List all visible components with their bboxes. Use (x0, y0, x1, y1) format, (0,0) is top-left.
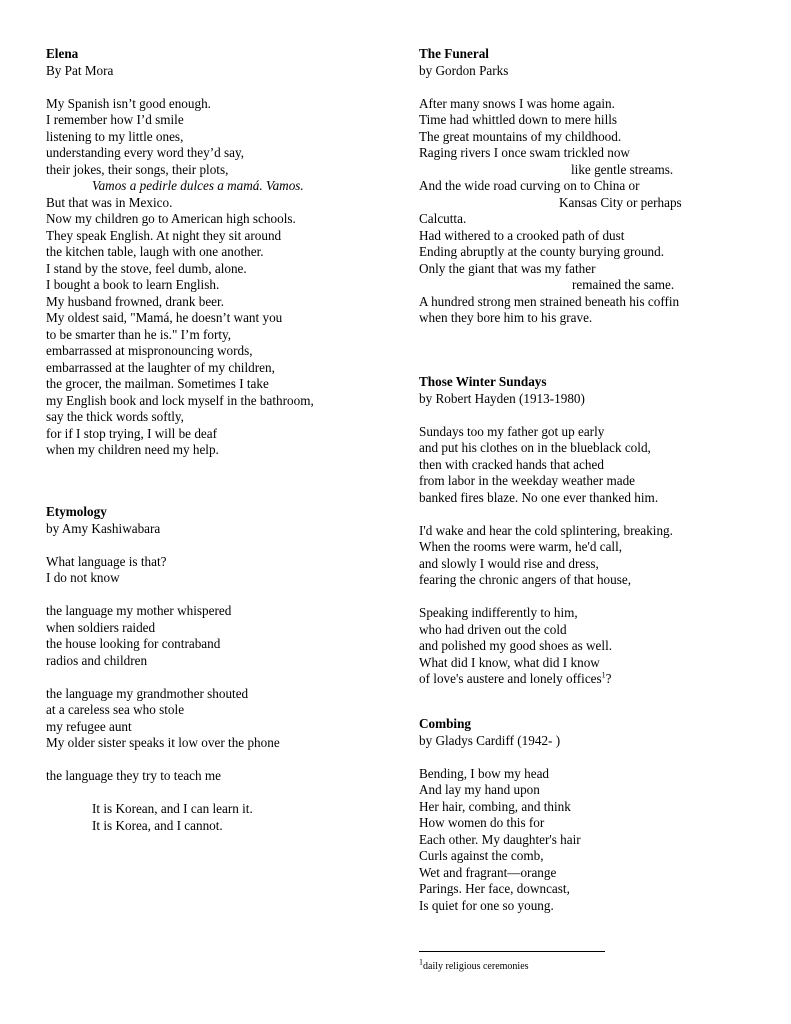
poem-line: the language my mother whispered (46, 603, 232, 618)
poem-line: the house looking for contraband (46, 636, 221, 651)
poem-line-text: of love's austere and lonely offices (419, 671, 602, 686)
poem-line: to be smarter than he is." I’m forty, (46, 326, 232, 342)
poem-title: Combing (419, 716, 472, 731)
poem-line-end: ? (605, 671, 612, 686)
poem-line: And the wide road curving on to China or (419, 178, 640, 193)
poem-line: Is quiet for one so young. (419, 897, 554, 913)
poem-line: Time had whittled down to mere hills (419, 112, 618, 127)
poem-line: Calcutta. (419, 211, 467, 226)
poem-line: who had driven out the cold (419, 621, 567, 637)
poem-elena (46, 46, 314, 459)
poem-line: It is Korea, and I cannot. (92, 817, 223, 833)
poem-line: When the rooms were warm, he'd call, (419, 539, 623, 554)
poem-line: understanding every word they’d say, (46, 145, 244, 160)
poem-funeral (419, 46, 682, 327)
poem-line: Wet and fragrant—orange (419, 864, 557, 880)
poem-line: Speaking indifferently to him, (419, 605, 578, 620)
poem-line: What did I know, what did I know (419, 654, 600, 670)
poem-line: I remember how I’d smile (46, 112, 184, 127)
poem-line: They speak English. At night they sit around (46, 227, 282, 243)
poem-author: By Pat Mora (46, 62, 114, 78)
poem-line: and slowly I would rise and dress, (419, 555, 599, 571)
poem-line: my English book and lock myself in the bathroom, (46, 392, 314, 408)
poem-line: remained the same. (572, 277, 675, 292)
poem-author: by Robert Hayden (1913-1980) (419, 390, 585, 406)
poem-line: My oldest said, "Mamá, he doesn’t want you (46, 310, 283, 325)
poem-line: Had withered to a crooked path of dust (419, 227, 625, 243)
poem-line: My older sister speaks it low over the phone (46, 735, 280, 750)
poem-line: the language my grandmother shouted (46, 685, 249, 701)
poem-line: radios and children (46, 652, 148, 668)
poem-line: Now my children go to American high schools. (46, 211, 296, 226)
poem-author: by Amy Kashiwabara (46, 520, 161, 536)
poem-line: at a careless sea who stole (46, 702, 185, 717)
poem-line: But that was in Mexico. (46, 194, 173, 210)
poem-line: It is Korean, and I can learn it. (92, 801, 253, 816)
footnote (419, 957, 529, 973)
poem-line: the language they try to teach me (46, 768, 222, 783)
poem-line: the kitchen table, laugh with one another. (46, 244, 264, 259)
poem-line: when they bore him to his grave. (419, 310, 593, 325)
poem-line: What language is that? (46, 553, 167, 569)
poem-line: Raging rivers I once swam trickled now (419, 145, 630, 160)
poem-line: say the thick words softly, (46, 409, 184, 424)
poem-title: Etymology (46, 504, 107, 519)
poem-etymology (46, 504, 280, 834)
poem-line: listening to my little ones, (46, 128, 184, 144)
poem-line: I bought a book to learn English. (46, 277, 220, 292)
poem-line: when my children need my help. (46, 442, 219, 457)
poem-line: then with cracked hands that ached (419, 456, 604, 472)
poem-author: by Gladys Cardiff (1942- ) (419, 732, 561, 748)
poem-line: when soldiers raided (46, 619, 156, 635)
poem-line: Sundays too my father got up early (419, 423, 605, 439)
poem-line: Only the giant that was my father (419, 260, 596, 276)
poem-line: Her hair, combing, and think (419, 798, 571, 814)
poem-line: My husband frowned, drank beer. (46, 293, 224, 309)
poem-line: A hundred strong men strained beneath his coffin (419, 293, 680, 309)
poem-line: for if I stop trying, I will be deaf (46, 425, 218, 441)
poem-combing (419, 716, 581, 914)
poem-line: the grocer, the mailman. Sometimes I take (46, 376, 269, 391)
poem-line: Each other. My daughter's hair (419, 831, 581, 847)
poem-line: And lay my hand upon (419, 782, 540, 797)
poem-line: The great mountains of my childhood. (419, 128, 622, 144)
poem-line: Ending abruptly at the county burying ground. (419, 244, 665, 259)
poem-line: Bending, I bow my head (419, 765, 550, 781)
poem-title: The Funeral (419, 46, 489, 61)
footnote-text: daily religious ceremonies (423, 961, 529, 972)
poem-line: Kansas City or perhaps (559, 194, 682, 210)
poem-title: Elena (46, 46, 79, 61)
poem-line: their jokes, their songs, their plots, (46, 161, 229, 177)
poem-line: After many snows I was home again. (419, 95, 615, 111)
poem-line: How women do this for (419, 815, 545, 830)
poem-line: I stand by the stove, feel dumb, alone. (46, 260, 247, 276)
poem-line: like gentle streams. (571, 161, 674, 177)
poem-line: embarrassed at mispronouncing words, (46, 343, 253, 358)
poem-author: by Gordon Parks (419, 62, 509, 78)
poem-line: fearing the chronic angers of that house, (419, 572, 632, 587)
poem-line: banked fires blaze. No one ever thanked him. (419, 489, 659, 505)
poem-line: Parings. Her face, downcast, (419, 881, 570, 896)
poem-line: my refugee aunt (46, 718, 132, 734)
poem-line: Curls against the comb, (419, 848, 544, 863)
poem-line: Vamos a pedirle dulces a mamá. Vamos. (92, 178, 304, 193)
poem-line: I do not know (46, 570, 120, 585)
footnote-mark: 1 (419, 957, 423, 967)
footnote-reference[interactable]: 1 (601, 670, 606, 680)
poem-line: from labor in the weekday weather made (419, 473, 636, 488)
poem-line: My Spanish isn’t good enough. (46, 95, 211, 111)
poem-title: Those Winter Sundays (419, 374, 547, 389)
poem-winter-sundays (419, 374, 673, 688)
poem-line: and put his clothes on in the blueblack cold, (419, 440, 651, 455)
poem-line: I'd wake and hear the cold splintering, breaking. (419, 522, 673, 538)
poem-line (419, 671, 673, 688)
poem-line: and polished my good shoes as well. (419, 638, 613, 653)
poem-line: embarrassed at the laughter of my children, (46, 359, 275, 375)
footnote-divider (419, 951, 605, 952)
